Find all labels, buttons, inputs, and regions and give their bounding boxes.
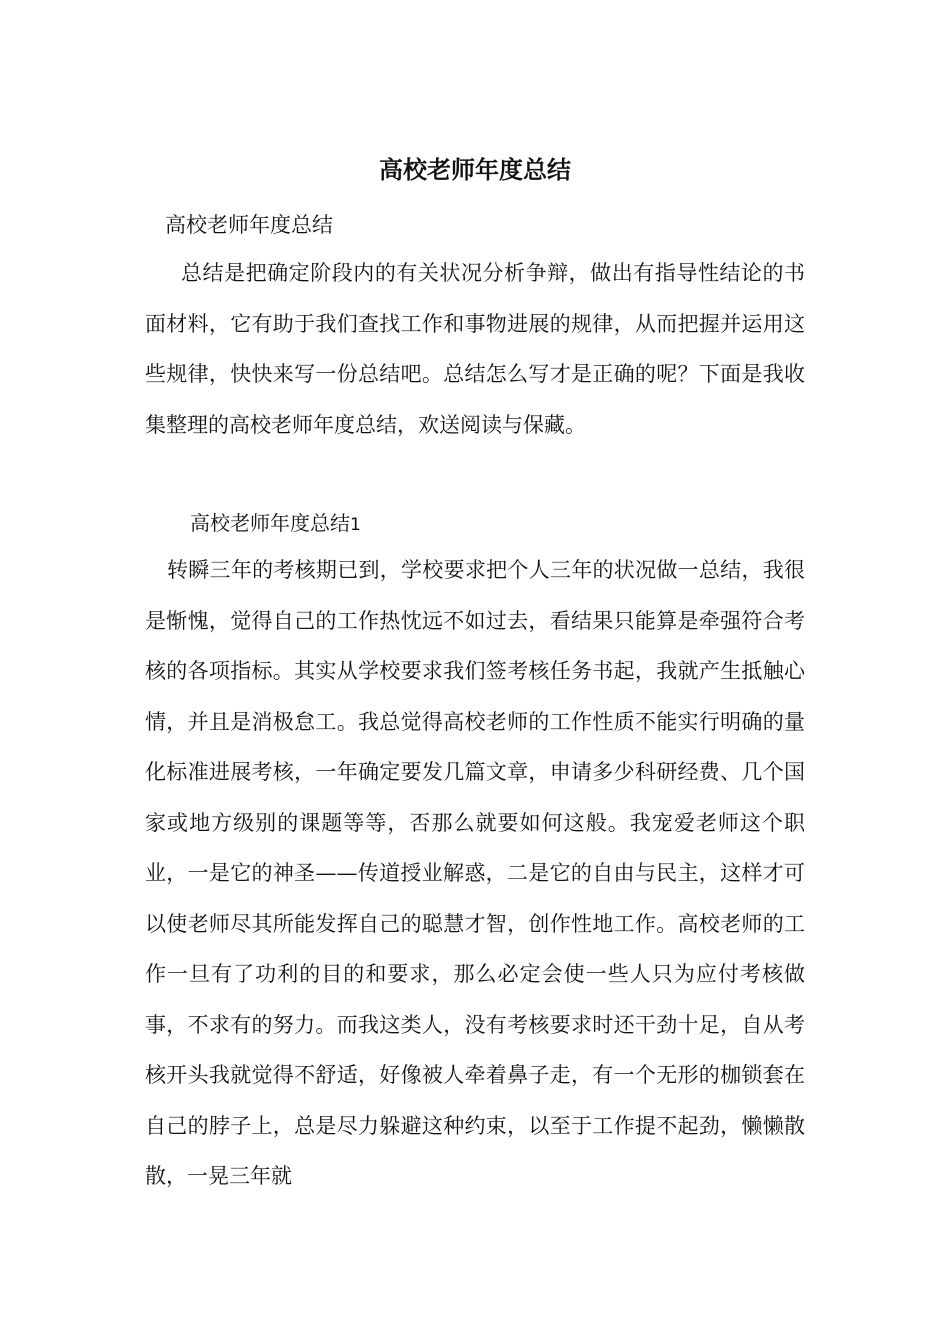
section-heading xyxy=(190,506,361,542)
section-body-paragraph: 转瞬三年的考核期已到，学校要求把个人三年的状况做一总结，我很是惭愧，觉得自己的工作热忱远不如过去，看结果只能算是牵强符合考核的各项指标。其实从学校要求我们签考核任务书起，我就产生抵触心情，并且是消极怠工。我总觉得高校老师的工作性质不能实行明确的量化标准进展考核，一年确定要发几篇文章，申请多少科研经费、几个国家或地方级别的课题等等，否那么就要如何这般。我宠爱老师这个职业，一是它的神圣——传道授业解惑，二是它的自由与民主，这样才可以使老师尽其所能发挥自己的聪慧才智，创作性地工作。高校老师的工作一旦有了功利的目的和要求，那么必定会使一些人只为应付考核做事，不求有的努力。而我这类人，没有考核要求时还干劲十足，自从考核开头我就觉得不舒适，好像被人牵着鼻子走，有一个无形的枷锁套在自己的脖子上，总是尽力躲避这种约束，以至于工作提不起劲，懒懒散散，一晃三年就 xyxy=(145,558,805,1188)
section-heading-text: 高校老师年度总结 xyxy=(190,511,350,535)
document-title: 高校老师年度总结 xyxy=(379,155,571,184)
document-subtitle: 高校老师年度总结 xyxy=(165,213,333,237)
intro-paragraph: 总结是把确定阶段内的有关状况分析争辩，做出有指导性结论的书面材料，它有助于我们查找工作和事物进展的规律，从而把握并运用这些规律，快快来写一份总结吧。总结怎么写才是正确的呢？下面是我收集整理的高校老师年度总结，欢送阅读与保藏。 xyxy=(145,261,805,437)
section-heading-number: 1 xyxy=(350,515,361,535)
